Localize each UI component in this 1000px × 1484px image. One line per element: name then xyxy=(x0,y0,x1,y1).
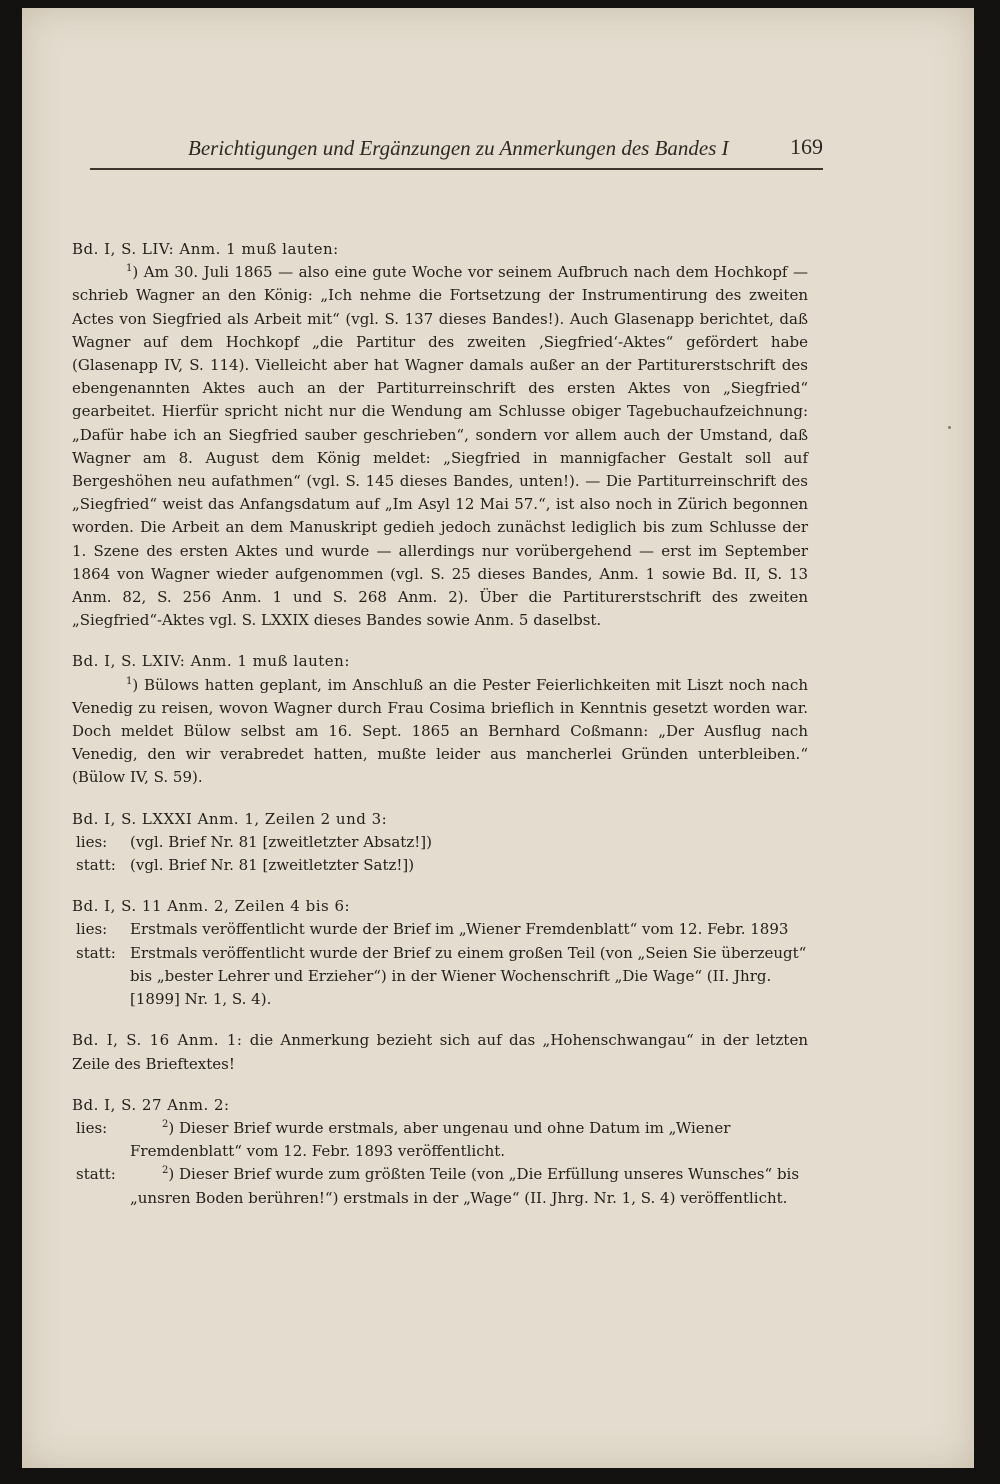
row-body: Dieser Brief wurde erstmals, aber ungenau und ohne Datum im „Wiener Fremdenblatt“ vom 12. Febr. 1893 veröffentlicht. xyxy=(130,1118,731,1161)
row-text: Erstmals veröffentlicht wurde der Brief zu einem großen Teil (von „Seien Sie überzeugt“ bis „bester Lehrer und Erzieher“) in der Wiener Wochenschrift „Die Wage“ (II. Jhrg. [1899] Nr. 1, S. 4). xyxy=(130,943,807,1009)
entry-body: Bülows hatten geplant, im Anschluß an die Pester Feierlichkeiten mit Liszt noch nach Venedig zu reisen, wovon Wagner durch Frau Cosima brieflich in Kenntnis gesetzt worden war. Doch meldet Bülow selbst am 16. Sept. 1865 an Bernhard Coßmann: „Der Ausflug nach Venedig, den wir verabredet hatten, mußte leider aus mancherlei Gründen unterbleiben.“ (Bülow IV, S. 59). xyxy=(72,675,808,787)
entry-heading: Bd. I, S. LIV: Anm. 1 muß lauten: xyxy=(72,240,339,258)
row-text: (vgl. Brief Nr. 81 [zweitletzter Absatz!]) xyxy=(130,832,432,851)
correction-entry xyxy=(72,895,808,1011)
footnote-marker: 1 xyxy=(126,675,133,687)
correction-entry xyxy=(72,238,808,632)
row-text: Erstmals veröffentlicht wurde der Brief im „Wiener Fremdenblatt“ vom 12. Febr. 1893 xyxy=(130,920,789,939)
entry-text: $^1$) Bülows hatten geplant, im Anschluß an die Pester Feierlichkeiten mit Liszt noch nach Venedig zu reisen, wovon Wagner durch Frau Cosima brieflich in Kenntnis gesetzt worden war. Doch meldet Bülow selbst am 16. Sept. 1865 an Bernhard Coßmann: „Der Ausflug nach Venedig, den wir verabredet hatten, mußte leider aus mancherlei Gründen unterbleiben.“ (Bülow IV, S. 59). xyxy=(72,675,808,787)
header-title: Berichtigungen und Ergänzungen zu Anmerkungen des Bandes I xyxy=(188,136,729,160)
correction-entry xyxy=(72,1029,808,1075)
row-label: lies: xyxy=(76,1118,108,1137)
entry-text xyxy=(72,1029,808,1075)
row-text: $^2$) Dieser Brief wurde zum größten Teile (von „Die Erfüllung unseres Wunsches“ bis „unsren Boden berühren!“) erstmals in der „Wage“ (II. Jhrg. Nr. 1, S. 4) veröffentlicht. xyxy=(130,1165,800,1207)
lies-row xyxy=(72,1117,808,1163)
page-body xyxy=(72,238,808,1228)
row-label: lies: xyxy=(76,920,108,939)
statt-row xyxy=(72,854,808,877)
correction-entry xyxy=(72,1094,808,1210)
footnote-marker: 1 xyxy=(126,263,133,275)
entry-heading: Bd. I, S. LXIV: Anm. 1 muß lauten: xyxy=(72,652,350,671)
row-text: (vgl. Brief Nr. 81 [zweitletzter Satz!]) xyxy=(130,856,415,875)
row-text: $^2$) Dieser Brief wurde erstmals, aber ungenau und ohne Datum im „Wiener Fremdenblatt“ vom 12. Febr. 1893 veröffentlicht. xyxy=(130,1118,731,1161)
row-body: Dieser Brief wurde zum größten Teile (von „Die Erfüllung unseres Wunsches“ bis „unsren Boden berühren!“) erstmals in der „Wage“ (II. Jhrg. Nr. 1, S. 4) veröffentlicht. xyxy=(130,1165,800,1207)
paper-speck xyxy=(948,426,951,429)
statt-row xyxy=(72,942,808,1012)
entry-heading: Bd. I, S. 16 Anm. 1: xyxy=(72,1031,243,1050)
row-label: statt: xyxy=(76,943,116,962)
lies-row xyxy=(72,831,808,854)
entry-heading: Bd. I, S. 11 Anm. 2, Zeilen 4 bis 6: xyxy=(72,897,351,916)
entry-body: Am 30. Juli 1865 — also eine gute Woche vor seinem Aufbruch nach dem Hochkopf — schrieb Wagner an den König: „Ich nehme die Fortsetzung der Instrumentirung des zweiten Actes von Siegfried als Arbeit mit“ (vgl. S. 137 dieses Bandes!). Auch Glasenapp berichtet, daß Wagner auf dem Hochkopf „die Partitur des zweiten ‚Siegfried‘-Aktes“ gefördert habe (Glasenapp IV, S. 114). Vielleicht aber hat Wagner damals außer an der Partiturerstschrift des ebengenannten Aktes auch an der Partiturreinschrift des ersten Aktes von „Siegfried“ gearbeitet. Hierfür spricht nicht nur die Wendung am Schlusse obiger Tagebuchaufzeichnung: „Dafür habe ich an Siegfried sauber geschrieben“, sondern vor allem auch der Umstand, daß Wagner am 8. August dem König meldet: „Siegfried in mannigfacher Gestalt soll auf Bergeshöhen neu aufathmen“ (vgl. S. 145 dieses Bandes, unten!). — Die Partiturreinschrift des „Siegfried“ weist das Anfangsdatum auf „Im Asyl 12 Mai 57.“, ist also noch in Zürich begonnen worden. Die Arbeit an dem Manuskript gedieh jedoch zunächst lediglich bis zum Schlusse der 1. Szene des ersten Aktes und wurde — allerdings nur vorübergehend — erst im September 1864 von Wagner wieder aufgenommen (vgl. S. 25 dieses Bandes, Anm. 1 sowie Bd. II, S. 13 Anm. 82, S. 256 Anm. 1 und S. 268 Anm. 2). Über die Partiturerstschrift des zweiten „Siegfried“-Aktes vgl. S. LXXIX dieses Bandes sowie Anm. 5 daselbst. xyxy=(72,263,808,630)
page-number: 169 xyxy=(790,134,823,159)
correction-entry xyxy=(72,650,808,789)
lies-row xyxy=(72,918,808,941)
entry-heading: Bd. I, S. LXXXI Anm. 1, Zeilen 2 und 3: xyxy=(72,809,388,828)
statt-row xyxy=(72,1163,808,1209)
correction-entry xyxy=(72,808,808,878)
footnote-marker: 2 xyxy=(162,1118,169,1130)
running-header xyxy=(90,130,823,170)
row-label: statt: xyxy=(76,1165,116,1184)
row-label: lies: xyxy=(76,832,108,851)
entry-body: die Anmerkung bezieht sich auf das „Hohenschwangau“ in der letzten Zeile des Brieftextes! xyxy=(72,1031,808,1073)
footnote-marker: 2 xyxy=(162,1165,169,1177)
entry-text: $^1$) Am 30. Juli 1865 — also eine gute Woche vor seinem Aufbruch nach dem Hochkopf — schrieb Wagner an den König: „Ich nehme die Fortsetzung der Instrumentirung des zweiten Actes von Siegfried als Arbeit mit“ (vgl. S. 137 dieses Bandes!). Auch Glasenapp berichtet, daß Wagner auf dem Hochkopf „die Partitur des zweiten ‚Siegfried‘-Aktes“ gefördert habe (Glasenapp IV, S. 114). Vielleicht aber hat Wagner damals außer an der Partiturerstschrift des ebengenannten Aktes auch an der Partiturreinschrift des ersten Aktes von „Siegfried“ gearbeitet. Hierfür spricht nicht nur die Wendung am Schlusse obiger Tagebuchaufzeichnung: „Dafür habe ich an Siegfried sauber geschrieben“, sondern vor allem auch der Umstand, daß Wagner am 8. August dem König meldet: „Siegfried in mannigfacher Gestalt soll auf Bergeshöhen neu aufathmen“ (vgl. S. 145 dieses Bandes, unten!). — Die Partiturreinschrift des „Siegfried“ weist das Anfangsdatum auf „Im Asyl 12 Mai 57.“, ist also noch in Zürich begonnen worden. Die Arbeit an dem Manuskript gedieh jedoch zunächst lediglich bis zum Schlusse der 1. Szene des ersten Aktes und wurde — allerdings nur vorübergehend — erst im September 1864 von Wagner wieder aufgenommen (vgl. S. 25 dieses Bandes, Anm. 1 sowie Bd. II, S. 13 Anm. 82, S. 256 Anm. 1 und S. 268 Anm. 2). Über die Partiturerstschrift des zweiten „Siegfried“-Aktes vgl. S. LXXIX dieses Bandes sowie Anm. 5 daselbst. xyxy=(72,263,808,630)
row-label: statt: xyxy=(76,856,116,875)
entry-heading: Bd. I, S. 27 Anm. 2: xyxy=(72,1095,230,1114)
